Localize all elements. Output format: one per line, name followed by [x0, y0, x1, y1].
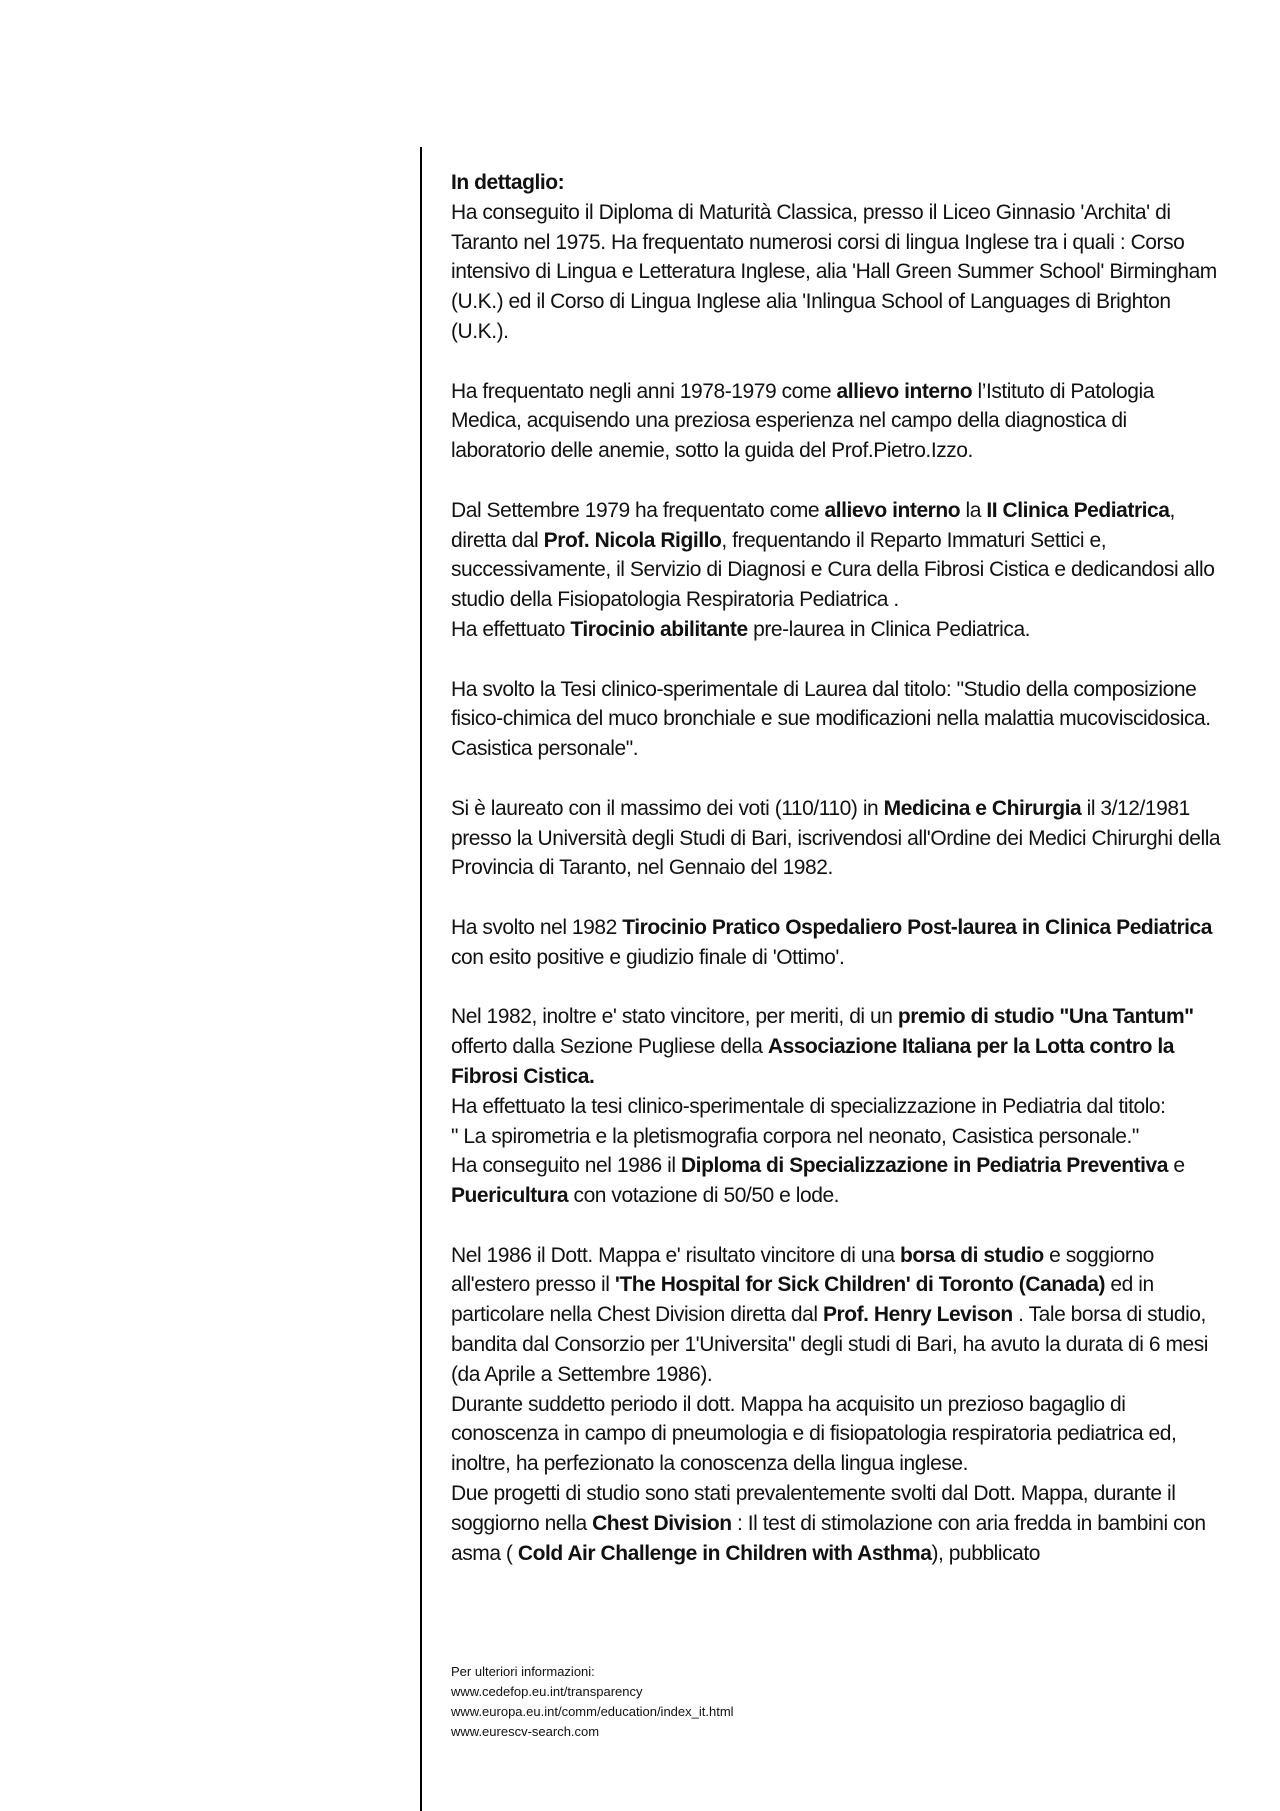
footer-link-eurescv[interactable]: www.eurescv-search.com: [451, 1724, 600, 1739]
paragraph-periodo-toronto: Durante suddetto periodo il dott. Mappa ha acquisito un prezioso bagaglio di conoscenza in campo di pneumologia e di fisiopatologia respiratoria pediatrica ed, inoltre, ha perfezionato la conoscenza della lingua inglese.: [451, 1392, 1177, 1476]
section-heading: In dettaglio:: [451, 171, 565, 194]
paragraph-tesi-laurea: Ha svolto la Tesi clinico-sperimentale di Laurea dal titolo: "Studio della composizione fisico-chimica del muco bronchiale e sue modificazioni nella malattia mucoviscidosica. Casistica personale".: [451, 677, 1211, 761]
paragraph-patologia-medica: Ha frequentato negli anni 1978-1979 come allievo interno l’Istituto di Patologia Medica, acquisendo una preziosa esperienza nel campo della diagnostica di laboratorio delle anemie, sotto la guida del Prof.Pietro.Izzo.: [451, 379, 1154, 463]
footer-info: [451, 1662, 951, 1742]
paragraph-diploma-specializzazione: Ha conseguito nel 1986 il Diploma di Specializzazione in Pediatria Preventiva e Puericultura con votazione di 50/50 e lode.: [451, 1154, 1185, 1208]
paragraph-progetti-studio: Due progetti di studio sono stati prevalentemente svolti dal Dott. Mappa, durante il soggiorno nella Chest Division : Il test di stimolazione con aria fredda in bambini con asma ( Cold Air Challenge in Children with Asthma), pubblicato: [451, 1482, 1206, 1565]
footer-label: Per ulteriori informazioni:: [451, 1664, 595, 1679]
paragraph-education: Ha conseguito il Diploma di Maturità Classica, presso il Liceo Ginnasio 'Archita' di Taranto nel 1975. Ha frequentato numerosi corsi di lingua Inglese tra i quali : Corso intensivo di Lingua e Letteratura Inglese, alia 'Hall Green Summer School' Birmingham (U.K.) ed il Corso di Lingua Inglese alia 'Inlingua School of Languages di Brighton (U.K.).: [451, 200, 1217, 343]
cv-body: [451, 168, 1221, 1568]
paragraph-borsa-studio: Nel 1986 il Dott. Mappa e' risultato vincitore di una borsa di studio e soggiorno all'estero presso il 'The Hospital for Sick Children' di Toronto (Canada) ed in particolare nella Chest Division diretta dal Prof. Henry Levison . Tale borsa di studio, bandita dal Consorzio per 1'Universita" degli studi di Bari, ha avuto la durata di 6 mesi (da Aprile a Settembre 1986).: [451, 1243, 1209, 1386]
paragraph-premio-studio: Nel 1982, inoltre e' stato vincitore, per meriti, di un premio di studio "Una Tantum" offerto dalla Sezione Pugliese della Associazione Italiana per la Lotta contro la Fibrosi Cistica.: [451, 1005, 1194, 1088]
left-vertical-rule: [420, 147, 422, 1811]
paragraph-tirocinio-pratico: Ha svolto nel 1982 Tirocinio Pratico Ospedaliero Post-laurea in Clinica Pediatrica con esito positive e giudizio finale di 'Ottimo'.: [451, 915, 1213, 969]
paragraph-tirocinio-abilitante: Ha effettuato Tirocinio abilitante pre-laurea in Clinica Pediatrica.: [451, 617, 1031, 641]
paragraph-clinica-pediatrica: Dal Settembre 1979 ha frequentato come allievo interno la II Clinica Pediatrica, diretta dal Prof. Nicola Rigillo, frequentando il Reparto Immaturi Settici e, successivamente, il Servizio di Diagnosi e Cura della Fibrosi Cistica e dedicandosi allo studio della Fisiopatologia Respiratoria Pediatrica .: [451, 498, 1215, 612]
paragraph-tesi-specializzazione: Ha effettuato la tesi clinico-sperimentale di specializzazione in Pediatria dal titolo:: [451, 1094, 1166, 1118]
footer-link-cedefop[interactable]: www.cedefop.eu.int/transparency: [451, 1684, 643, 1699]
paragraph-laurea: Si è laureato con il massimo dei voti (110/110) in Medicina e Chirurgia il 3/12/1981 presso la Università degli Studi di Bari, iscrivendosi all'Ordine dei Medici Chirurghi della Provincia di Taranto, nel Gennaio del 1982.: [451, 796, 1221, 880]
paragraph-tesi-titolo: " La spirometria e la pletismografia corpora nel neonato, Casistica personale.": [451, 1124, 1139, 1148]
footer-link-europa[interactable]: www.europa.eu.int/comm/education/index_it.html: [451, 1704, 734, 1719]
